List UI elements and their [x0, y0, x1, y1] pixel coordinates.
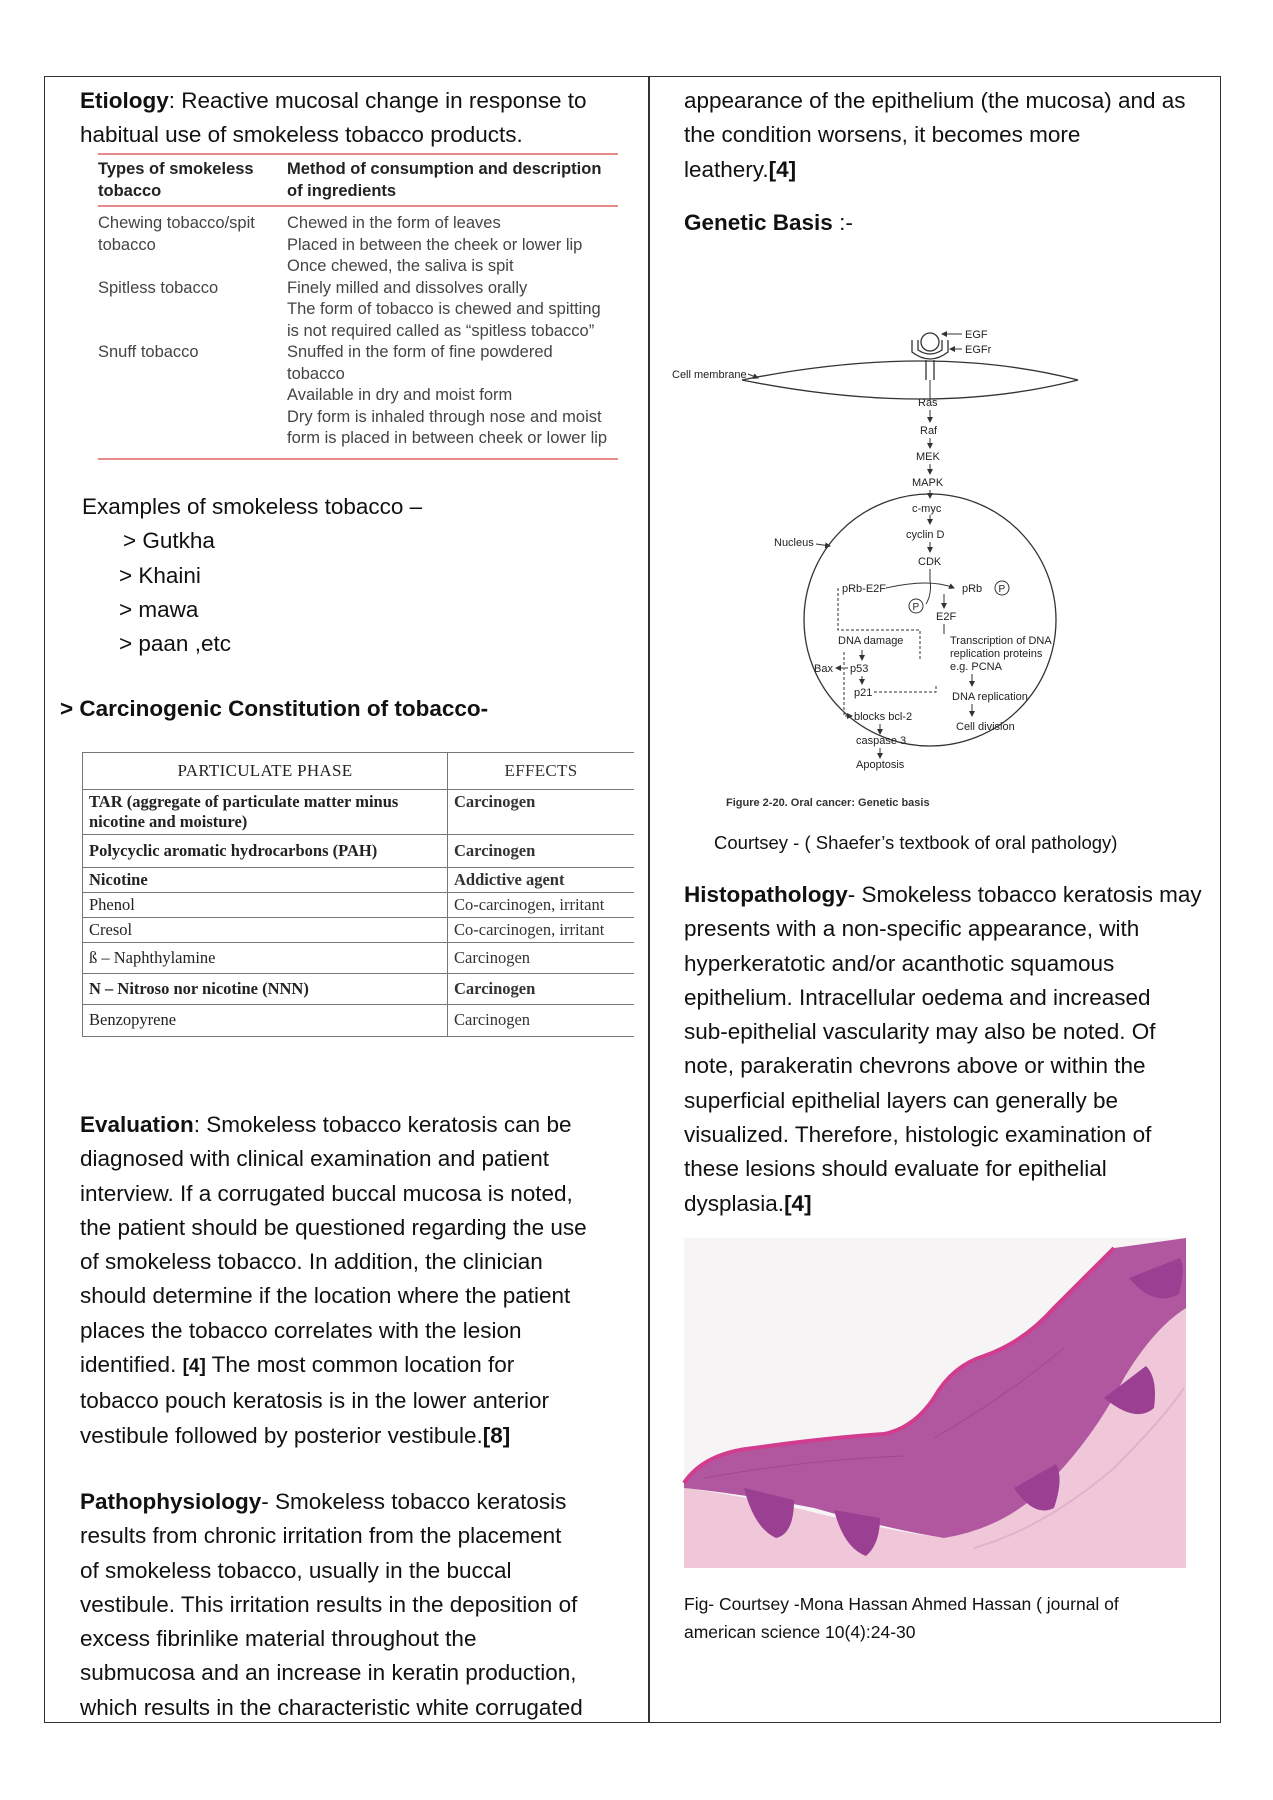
effect-cell: Carcinogen: [448, 1005, 635, 1037]
pathophysiology-text: which results in the characteristic white corrugated: [80, 1694, 583, 1720]
blocks-bcl2-label: blocks bcl-2: [854, 711, 913, 723]
header-method-line2: of ingredients: [287, 181, 397, 200]
cdk-label: CDK: [918, 556, 942, 568]
p53-label: p53: [850, 663, 869, 675]
evaluation-section: [80, 1108, 640, 1453]
evaluation-text: places the tobacco correlates with the lesion: [80, 1317, 522, 1343]
example-item: > Khaini: [119, 562, 201, 588]
micrograph-caption-line: american science 10(4):24-30: [684, 1622, 916, 1642]
caspase-label: caspase 3: [856, 735, 907, 747]
table-header: [98, 155, 618, 205]
citation-ref: [8]: [482, 1422, 511, 1448]
column-divider: [648, 76, 650, 1723]
row-desc: Placed in between the cheek or lower lip: [287, 235, 583, 254]
table-row: [83, 974, 635, 1005]
genetic-basis-section: [684, 206, 984, 240]
continuation-text: the condition worsens, it becomes more: [684, 122, 1081, 148]
header-types-line1: Types of smokeless: [98, 160, 254, 178]
example-item: > paan ,etc: [119, 631, 231, 657]
effect-cell: Co-carcinogen, irritant: [448, 918, 635, 943]
genetic-basis-suffix: :-: [832, 210, 853, 235]
histopathology-text: epithelium. Intracellular oedema and increased: [684, 984, 1151, 1010]
table-header-row: [83, 753, 635, 790]
examples-section: [82, 490, 602, 661]
transcription-label: replication proteins: [950, 648, 1043, 660]
phase-cell: nicotine and moisture): [89, 812, 248, 831]
citation-ref: [4]: [768, 156, 797, 182]
ras-label: Ras: [918, 397, 938, 409]
prb-label: pRb: [962, 583, 983, 595]
table-body: [98, 207, 618, 458]
p21-label: p21: [854, 687, 873, 699]
continuation-text: appearance of the epithelium (the mucosa) and as: [684, 88, 1186, 113]
nucleus-label: Nucleus: [774, 537, 814, 549]
histopathology-text: - Smokeless tobacco keratosis may: [847, 882, 1202, 907]
prb-e2f-label: pRb-E2F: [842, 583, 887, 595]
effect-cell: Addictive agent: [448, 868, 635, 893]
evaluation-text: diagnosed with clinical examination and patient: [80, 1146, 550, 1172]
evaluation-text: vestibule followed by posterior vestibule.: [80, 1422, 483, 1448]
row-desc: Available in dry and moist form: [287, 386, 513, 404]
row-desc: Finely milled and dissolves orally: [287, 278, 528, 297]
histopathology-text: visualized. Therefore, histologic examination of: [684, 1122, 1152, 1148]
egfr-label: EGFr: [965, 344, 992, 356]
histopathology-text: presents with a non-specific appearance, with: [684, 916, 1140, 942]
row-type: Chewing tobacco/spit: [98, 214, 255, 232]
phase-cell: Benzopyrene: [83, 1005, 448, 1037]
table-row: [83, 918, 635, 943]
phase-cell: Phenol: [83, 893, 448, 918]
effect-cell: Co-carcinogen, irritant: [448, 893, 635, 918]
cell-membrane-label: Cell membrane: [672, 369, 747, 381]
etiology-section: [80, 84, 640, 153]
example-item: > mawa: [119, 596, 199, 622]
diagram-courtesy: Courtsey - ( Shaefer’s textbook of oral pathology): [714, 832, 1118, 853]
egfr-receptor: [912, 333, 948, 380]
phase-cell: Polycyclic aromatic hydrocarbons (PAH): [83, 835, 448, 868]
table-row: [98, 342, 618, 450]
dna-damage-label: DNA damage: [838, 635, 904, 647]
transcription-label: e.g. PCNA: [950, 661, 1002, 673]
bax-label: Bax: [814, 663, 833, 675]
evaluation-text: The most common location for: [211, 1352, 515, 1378]
cyclin-label: cyclin D: [906, 529, 945, 541]
header-types-line2: tobacco: [98, 181, 162, 200]
table-row: [98, 278, 618, 343]
phosphate-marker: P: [998, 584, 1006, 595]
continuation-section: [684, 84, 1214, 187]
figure-caption: Figure 2-20. Oral cancer: Genetic basis: [726, 797, 930, 809]
row-desc: Once chewed, the saliva is spit: [287, 257, 514, 275]
apoptosis-label: Apoptosis: [856, 759, 905, 771]
histopathology-label: Histopathology: [684, 882, 848, 907]
egf-label: EGF: [965, 329, 988, 341]
example-item: > Gutkha: [123, 528, 215, 554]
carcinogenic-heading-wrap: [60, 692, 640, 726]
phase-cell: Nicotine: [83, 868, 448, 893]
row-desc: Snuffed in the form of fine powdered: [287, 343, 553, 361]
histology-micrograph-image: [684, 1238, 1186, 1568]
histopathology-section: [684, 878, 1214, 1221]
mek-label: MEK: [916, 451, 940, 463]
phase-cell: ß – Naphthylamine: [83, 943, 448, 974]
pathophysiology-text: excess fibrinlike material throughout the: [80, 1626, 477, 1652]
etiology-text-2: habitual use of smokeless tobacco products.: [80, 122, 523, 148]
table-row: [83, 943, 635, 974]
evaluation-text: of smokeless tobacco. In addition, the clinician: [80, 1249, 543, 1275]
row-desc: The form of tobacco is chewed and spitting: [287, 300, 601, 318]
smokeless-tobacco-table: [98, 153, 618, 460]
genetic-basis-diagram: [672, 322, 1100, 809]
row-desc: tobacco: [287, 364, 345, 383]
phase-cell: TAR (aggregate of particulate matter minus: [89, 792, 399, 811]
header-effects: EFFECTS: [448, 753, 635, 790]
pathophysiology-text: submucosa and an increase in keratin production,: [80, 1660, 577, 1686]
evaluation-text: : Smokeless tobacco keratosis can be: [193, 1112, 572, 1137]
continuation-text: leathery.: [684, 156, 769, 182]
phase-cell: Cresol: [83, 918, 448, 943]
row-desc: Dry form is inhaled through nose and moist: [287, 407, 602, 426]
row-type: Snuff tobacco: [98, 343, 199, 361]
mapk-label: MAPK: [912, 477, 944, 489]
etiology-label: Etiology: [80, 88, 169, 113]
table-row: [83, 790, 635, 835]
histopathology-text: dysplasia.: [684, 1190, 785, 1216]
histopathology-text: note, parakeratin chevrons above or within the: [684, 1053, 1146, 1079]
e2f-label: E2F: [936, 611, 957, 623]
evaluation-label: Evaluation: [80, 1112, 194, 1137]
row-desc: is not required called as “spitless tobacco”: [287, 321, 595, 340]
cell-division-label: Cell division: [956, 721, 1015, 733]
transcription-label: Transcription of DNA: [950, 635, 1052, 647]
evaluation-text: the patient should be questioned regarding the use: [80, 1214, 587, 1240]
histopathology-text: hyperkeratotic and/or acanthotic squamous: [684, 950, 1115, 976]
phase-cell: N – Nitroso nor nicotine (NNN): [83, 974, 448, 1005]
table-row: [83, 868, 635, 893]
header-particulate: PARTICULATE PHASE: [83, 753, 448, 790]
pathophysiology-text: - Smokeless tobacco keratosis: [261, 1489, 567, 1514]
pathophysiology-section: [80, 1485, 640, 1725]
table-row: [83, 893, 635, 918]
citation-ref: [4]: [182, 1356, 206, 1378]
effect-cell: Carcinogen: [448, 974, 635, 1005]
micrograph-caption-line: Fig- Courtsey -Mona Hassan Ahmed Hassan ( journal of: [684, 1594, 1119, 1614]
carcinogen-table: [82, 752, 634, 1037]
pathophysiology-text: vestibule. This irritation results in the deposition of: [80, 1591, 578, 1617]
row-desc: form is placed in between cheek or lower lip: [287, 429, 608, 447]
row-type: Spitless tobacco: [98, 278, 219, 297]
cmyc-label: c-myc: [912, 503, 942, 515]
evaluation-text: interview. If a corrugated buccal mucosa is noted,: [80, 1180, 573, 1206]
effect-cell: Carcinogen: [448, 943, 635, 974]
table-row: [98, 213, 618, 278]
histopathology-text: sub-epithelial vascularity may also be noted. Of: [684, 1019, 1156, 1045]
evaluation-text: tobacco pouch keratosis is in the lower anterior: [80, 1388, 549, 1414]
row-type: tobacco: [98, 235, 156, 254]
dna-replication-label: DNA replication: [952, 691, 1028, 703]
histopathology-text: these lesions should evaluate for epithelial: [684, 1156, 1107, 1182]
pathophysiology-text: results from chronic irritation from the placement: [80, 1523, 562, 1549]
genetic-basis-label: Genetic Basis: [684, 210, 833, 235]
pathophysiology-text: of smokeless tobacco, usually in the buccal: [80, 1557, 512, 1583]
phosphate-marker: P: [912, 602, 920, 613]
histopathology-text: superficial epithelial layers can generally be: [684, 1087, 1118, 1113]
citation-ref: [4]: [784, 1190, 812, 1216]
table-row: [83, 1005, 635, 1037]
table-row: [83, 835, 635, 868]
cell-membrane-shape: [742, 361, 1078, 399]
pathophysiology-label: Pathophysiology: [80, 1489, 262, 1514]
effect-cell: Carcinogen: [448, 835, 635, 868]
table-bottom-rule: [98, 458, 618, 460]
evaluation-text: should determine if the location where the patient: [80, 1283, 571, 1309]
effect-cell: Carcinogen: [448, 790, 635, 835]
examples-title: Examples of smokeless tobacco –: [82, 494, 423, 519]
header-method-line1: Method of consumption and description: [287, 160, 602, 178]
micrograph-caption: [684, 1590, 1214, 1646]
raf-label: Raf: [920, 425, 938, 437]
etiology-text-1: : Reactive mucosal change in response to: [168, 88, 587, 113]
row-desc: Chewed in the form of leaves: [287, 214, 501, 232]
evaluation-text: identified.: [80, 1352, 183, 1378]
carcinogenic-heading: > Carcinogenic Constitution of tobacco-: [60, 696, 489, 721]
